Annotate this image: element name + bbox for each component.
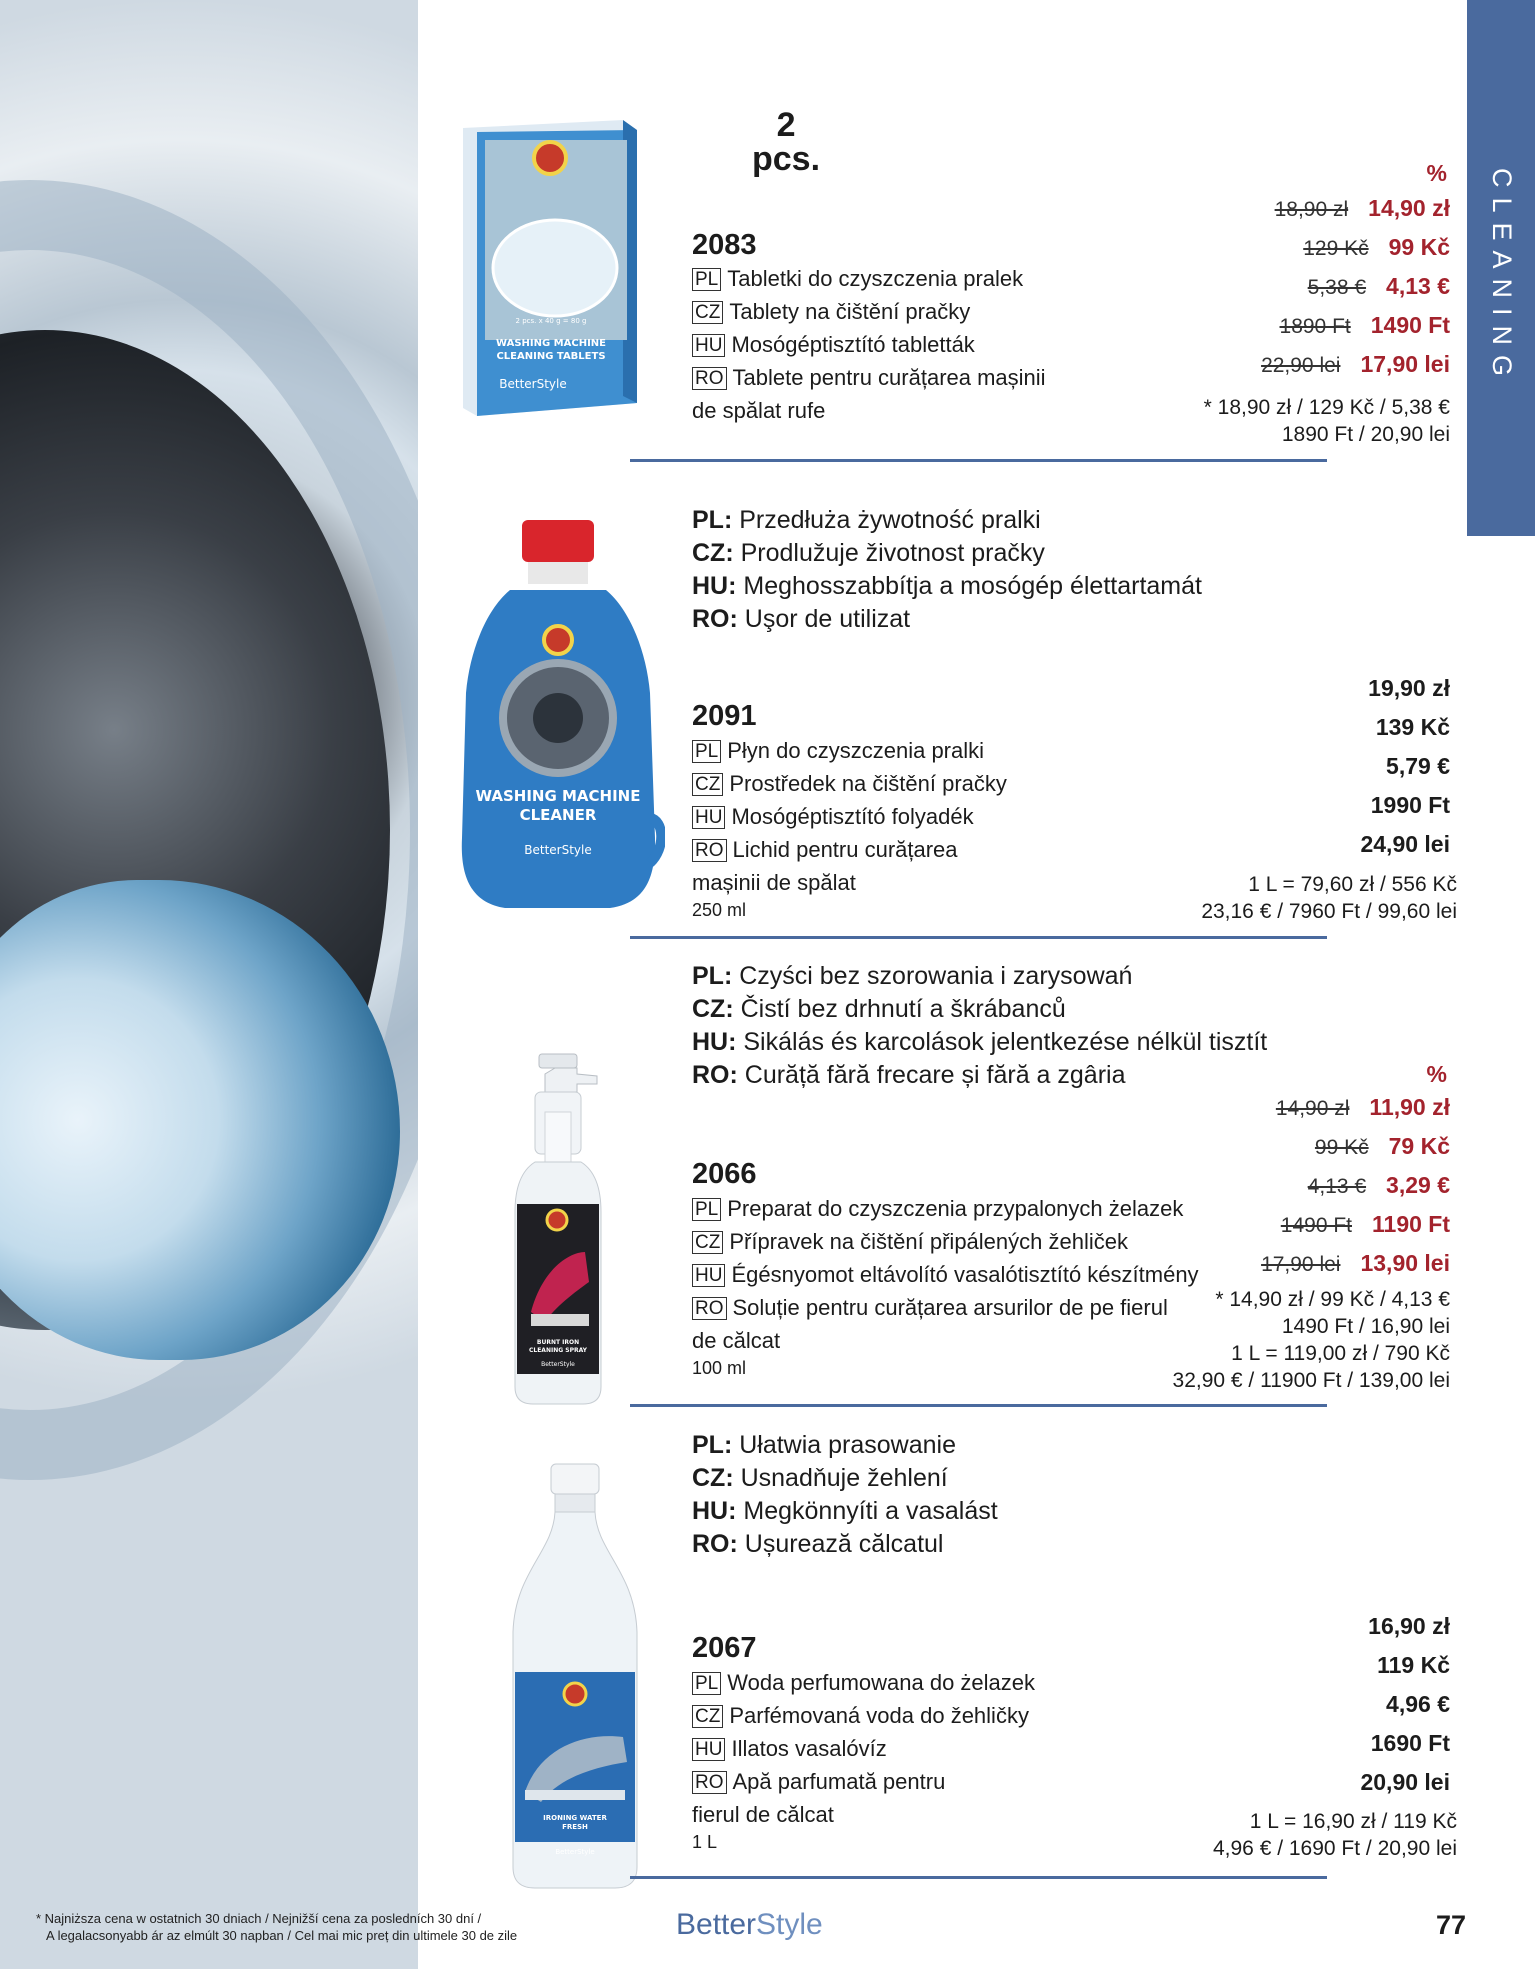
old-price: 5,38 € xyxy=(1307,276,1367,299)
lang-tag: CZ xyxy=(692,1705,723,1728)
lowest-price-footnote xyxy=(36,1910,517,1944)
lowest-price-2083 xyxy=(1204,394,1450,448)
name-pl: Woda perfumowana do żelazek xyxy=(727,1670,1036,1695)
product-image-2067 xyxy=(505,1462,645,1892)
old-price: 22,90 lei xyxy=(1261,354,1341,377)
package-text-2083-l2: CLEANING TABLETS xyxy=(496,351,606,362)
product-code-2067: 2067 xyxy=(692,1632,757,1664)
section-tab-label: CLEANING xyxy=(1487,168,1517,387)
price: 119 Kč xyxy=(1377,1652,1450,1678)
benefit-ro: Ușurează călcatul xyxy=(737,1530,944,1558)
new-price: 13,90 lei xyxy=(1360,1250,1450,1276)
new-price: 11,90 zł xyxy=(1369,1094,1450,1120)
benefit-hu: Meghosszabbítja a mosógép élettartamát xyxy=(736,572,1202,600)
benefit-lang: HU: xyxy=(692,1028,737,1056)
old-price: 4,13 € xyxy=(1307,1175,1367,1198)
benefits-2067 xyxy=(692,1429,998,1561)
name-hu: Mosógéptisztító folyadék xyxy=(731,804,974,829)
product-image-2066 xyxy=(505,1052,615,1407)
name-cont: de spălat rufe xyxy=(692,398,826,423)
name-ro: Lichid pentru curățarea xyxy=(732,837,958,862)
package-text-2083-size: 2 pcs. x 40 g = 80 g xyxy=(515,317,587,325)
price: 4,96 € xyxy=(1386,1691,1450,1717)
new-price: 4,13 € xyxy=(1386,273,1450,299)
price: 19,90 zł xyxy=(1368,675,1450,701)
price: 5,79 € xyxy=(1386,753,1450,779)
new-price: 1190 Ft xyxy=(1372,1211,1450,1237)
lang-tag: HU xyxy=(692,1738,725,1761)
name-cz: Prostředek na čištění pračky xyxy=(729,771,1007,796)
benefit-lang: PL: xyxy=(692,506,733,534)
product-names-2091 xyxy=(692,734,1007,921)
logo-part2: Style xyxy=(756,1908,823,1941)
benefit-cz: Prodlužuje životnost pračky xyxy=(733,539,1045,567)
package-text-2083-brand: BetterStyle xyxy=(499,377,567,391)
name-ro: Apă parfumată pentru xyxy=(732,1769,946,1794)
lowest-price-line1: * 14,90 zł / 99 Kč / 4,13 € xyxy=(1215,1288,1450,1311)
new-price: 17,90 lei xyxy=(1360,351,1450,377)
name-cont: mașinii de spălat xyxy=(692,870,856,895)
old-price: 18,90 zł xyxy=(1274,198,1349,221)
benefits-2066 xyxy=(692,960,1267,1092)
new-price: 14,90 zł xyxy=(1368,195,1450,221)
benefit-lang: PL: xyxy=(692,1431,733,1459)
unit-price-2091 xyxy=(1201,871,1457,925)
pack-badge-unit: pcs. xyxy=(752,140,821,178)
name-hu: Mosógéptisztító tabletták xyxy=(731,332,975,357)
betterstyle-logo xyxy=(676,1908,823,1942)
divider xyxy=(630,936,1327,939)
lowest-price-2066 xyxy=(1173,1286,1450,1394)
pack-badge-count: 2 xyxy=(776,106,796,144)
name-cz: Přípravek na čištění připálených žehliček xyxy=(729,1229,1128,1254)
product-image-2091 xyxy=(450,518,665,913)
lang-tag: HU xyxy=(692,334,725,357)
old-price: 14,90 zł xyxy=(1275,1097,1350,1120)
package-text-2067-brand: BetterStyle xyxy=(555,1848,595,1856)
logo-part1: Better xyxy=(676,1908,757,1941)
benefit-lang: HU: xyxy=(692,1497,737,1525)
lang-tag: RO xyxy=(692,839,727,862)
product-code-2091: 2091 xyxy=(692,700,757,732)
promo-mark-2083: % xyxy=(1426,160,1447,186)
lang-tag: RO xyxy=(692,1771,727,1794)
package-text-2091-l2: CLEANER xyxy=(519,806,597,824)
unit-price-line2: 32,90 € / 11900 Ft / 139,00 lei xyxy=(1172,1369,1450,1392)
divider xyxy=(630,459,1327,462)
name-pl: Płyn do czyszczenia pralki xyxy=(727,738,985,763)
benefit-lang: CZ: xyxy=(692,539,734,567)
lang-tag: PL xyxy=(692,1198,721,1221)
package-text-2067-l1: IRONING WATER xyxy=(543,1814,607,1822)
lowest-price-line1: * 18,90 zł / 129 Kč / 5,38 € xyxy=(1203,396,1450,419)
benefit-lang: CZ: xyxy=(692,995,734,1023)
old-price: 1490 Ft xyxy=(1280,1214,1352,1237)
lang-tag: PL xyxy=(692,268,721,291)
package-text-2067-l2: FRESH xyxy=(562,1823,588,1831)
benefits-2091 xyxy=(692,504,1202,636)
new-price: 99 Kč xyxy=(1388,234,1450,260)
package-text-2066-l1: BURNT IRON xyxy=(536,1339,580,1346)
volume: 250 ml xyxy=(692,900,747,920)
benefit-lang: RO: xyxy=(692,605,738,633)
name-pl: Tabletki do czyszczenia pralek xyxy=(727,266,1024,291)
new-price: 3,29 € xyxy=(1386,1172,1450,1198)
lang-tag: CZ xyxy=(692,1231,723,1254)
benefit-pl: Ułatwia prasowanie xyxy=(732,1431,956,1459)
lang-tag: RO xyxy=(692,367,727,390)
prices-2067 xyxy=(1360,1607,1450,1802)
product-code-2066: 2066 xyxy=(692,1158,757,1190)
page-number: 77 xyxy=(1436,1910,1467,1940)
lang-tag: PL xyxy=(692,740,721,763)
old-price: 99 Kč xyxy=(1314,1136,1369,1159)
name-cz: Parfémovaná voda do žehličky xyxy=(729,1703,1029,1728)
volume: 1 L xyxy=(692,1832,718,1852)
prices-2083 xyxy=(1261,189,1450,384)
old-price: 17,90 lei xyxy=(1261,1253,1341,1276)
new-price: 1490 Ft xyxy=(1370,312,1450,338)
volume: 100 ml xyxy=(692,1358,747,1378)
price: 139 Kč xyxy=(1375,714,1450,740)
lang-tag: PL xyxy=(692,1672,721,1695)
old-price: 1890 Ft xyxy=(1279,315,1351,338)
old-price: 129 Kč xyxy=(1303,237,1369,260)
name-pl: Preparat do czyszczenia przypalonych żelazek xyxy=(727,1196,1184,1221)
lang-tag: RO xyxy=(692,1297,727,1320)
package-text-2083-l1: WASHING MACHINE xyxy=(496,338,606,349)
benefit-hu: Sikálás és karcolások jelentkezése nélkül tisztít xyxy=(736,1028,1268,1056)
lowest-price-line2: 1890 Ft / 20,90 lei xyxy=(1281,423,1450,446)
product-names-2067 xyxy=(692,1666,1035,1853)
package-text-2066-l2: CLEANING SPRAY xyxy=(528,1347,588,1354)
price: 16,90 zł xyxy=(1368,1613,1450,1639)
unit-price-line1: 1 L = 79,60 zł / 556 Kč xyxy=(1248,873,1457,896)
lang-tag: HU xyxy=(692,806,725,829)
footnote-line1: * Najniższa cena w ostatnich 30 dniach / Nejnižší cena za posledních 30 dní / xyxy=(36,1911,482,1926)
unit-price-line1: 1 L = 16,90 zł / 119 Kč xyxy=(1249,1810,1457,1833)
prices-2091 xyxy=(1360,669,1450,864)
benefit-ro: Uşor de utilizat xyxy=(737,605,911,633)
product-code-2083: 2083 xyxy=(692,229,757,261)
prices-2066 xyxy=(1261,1088,1450,1283)
name-hu: Égésnyomot eltávolító vasalótisztító készítmény xyxy=(731,1262,1199,1287)
benefit-lang: PL: xyxy=(692,962,733,990)
pack-badge xyxy=(752,108,820,176)
benefit-cz: Usnadňuje žehlení xyxy=(733,1464,948,1492)
name-ro: Soluție pentru curățarea arsurilor de pe fierul xyxy=(732,1295,1168,1320)
name-hu: Illatos vasalóvíz xyxy=(731,1736,887,1761)
product-names-2083 xyxy=(692,262,1046,427)
price: 24,90 lei xyxy=(1360,831,1450,857)
unit-price-line2: 4,96 € / 1690 Ft / 20,90 lei xyxy=(1212,1837,1457,1860)
benefit-pl: Czyści bez szorowania i zarysowań xyxy=(732,962,1133,990)
package-text-2066-brand: BetterStyle xyxy=(541,1361,575,1368)
lang-tag: HU xyxy=(692,1264,725,1287)
benefit-lang: RO: xyxy=(692,1061,738,1089)
unit-price-line2: 23,16 € / 7960 Ft / 99,60 lei xyxy=(1201,900,1457,923)
footnote-line2: A legalacsonyabb ár az elmúlt 30 napban / Cel mai mic preț din ultimele 30 de zile xyxy=(46,1928,518,1943)
benefit-lang: CZ: xyxy=(692,1464,734,1492)
product-image-2083 xyxy=(455,118,645,418)
washing-machine-photo xyxy=(0,0,422,1969)
name-cont: de călcat xyxy=(692,1328,781,1353)
name-cont: fierul de călcat xyxy=(692,1802,834,1827)
benefit-hu: Megkönnyíti a vasalást xyxy=(736,1497,998,1525)
lang-tag: CZ xyxy=(692,773,723,796)
package-text-2091-brand: BetterStyle xyxy=(524,843,592,857)
benefit-cz: Čistí bez drhnutí a škrábanců xyxy=(733,995,1066,1023)
package-text-2091-l1: WASHING MACHINE xyxy=(475,787,641,805)
price: 1990 Ft xyxy=(1370,792,1450,818)
new-price: 79 Kč xyxy=(1388,1133,1450,1159)
name-ro: Tablete pentru curățarea mașinii xyxy=(732,365,1046,390)
price: 20,90 lei xyxy=(1360,1769,1450,1795)
product-names-2066 xyxy=(692,1192,1199,1379)
unit-price-line1: 1 L = 119,00 zł / 790 Kč xyxy=(1231,1342,1450,1365)
benefit-lang: HU: xyxy=(692,572,737,600)
benefit-lang: RO: xyxy=(692,1530,738,1558)
benefit-pl: Przedłuża żywotność pralki xyxy=(732,506,1041,534)
divider xyxy=(630,1876,1327,1879)
promo-mark-2066: % xyxy=(1426,1061,1447,1087)
lowest-price-line2: 1490 Ft / 16,90 lei xyxy=(1281,1315,1450,1338)
divider xyxy=(630,1404,1327,1407)
price: 1690 Ft xyxy=(1370,1730,1450,1756)
lang-tag: CZ xyxy=(692,301,723,324)
unit-price-2067 xyxy=(1213,1808,1457,1862)
benefit-ro: Curăță fără frecare și fără a zgâria xyxy=(737,1061,1126,1089)
name-cz: Tablety na čištění pračky xyxy=(729,299,971,324)
